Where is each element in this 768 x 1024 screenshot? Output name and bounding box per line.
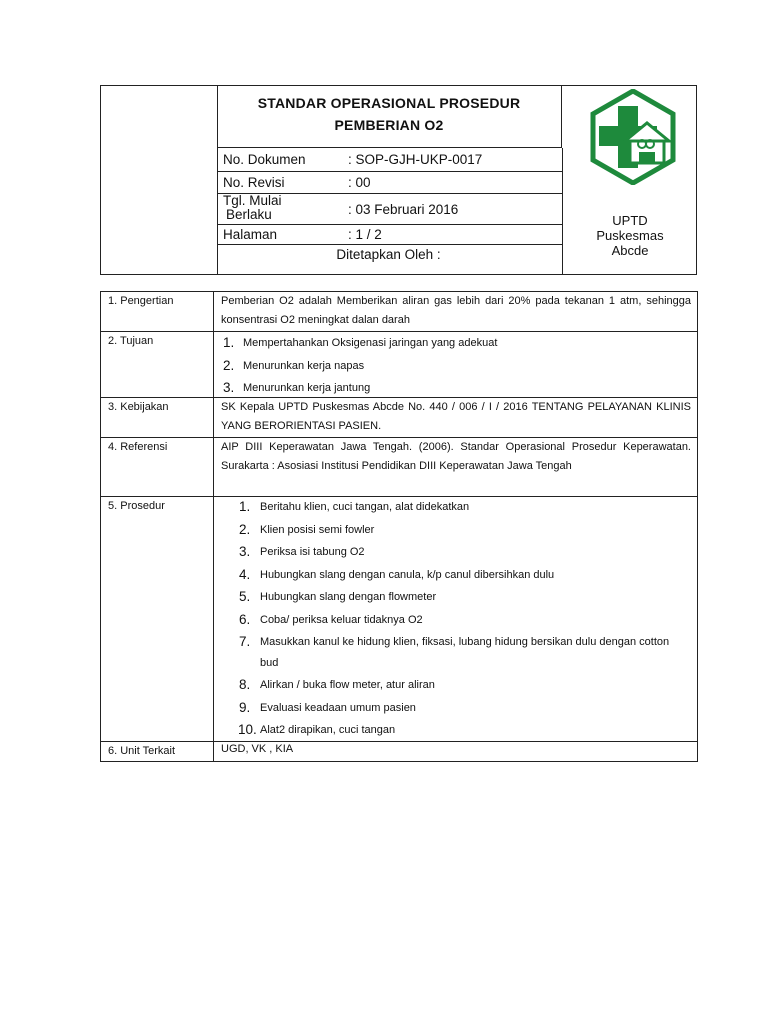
list-item xyxy=(214,610,677,631)
tujuan-row xyxy=(101,332,697,398)
ditetapkan-row xyxy=(217,245,563,274)
list-number: 2. xyxy=(223,357,235,373)
title-line-2: PEMBERIAN O2 xyxy=(334,117,444,133)
sop-content-table xyxy=(100,291,698,762)
kebijakan-label: 3. Kebijakan xyxy=(101,398,214,437)
list-item xyxy=(214,355,691,378)
list-text: Periksa isi tabung O2 xyxy=(260,546,365,558)
tgl-label-line-1: Tgl. Mulai xyxy=(223,193,282,208)
list-number: 1. xyxy=(239,499,251,514)
no-dokumen-value: : SOP-GJH-UKP-0017 xyxy=(348,152,483,167)
list-item xyxy=(214,377,691,400)
referensi-row xyxy=(101,438,697,497)
list-item xyxy=(214,675,677,696)
pengertian-row xyxy=(101,292,697,332)
tgl-berlaku-label xyxy=(223,194,282,222)
halaman-value: : 1 / 2 xyxy=(348,227,382,242)
list-text: Mempertahankan Oksigenasi jaringan yang adekuat xyxy=(243,337,498,349)
pengertian-label: 1. Pengertian xyxy=(101,292,214,331)
tgl-label-line-2: Berlaku xyxy=(226,207,272,222)
org-line-1: UPTD xyxy=(612,213,648,228)
organization-name xyxy=(563,213,697,258)
list-number: 10. xyxy=(238,722,257,737)
list-text: Menurunkan kerja jantung xyxy=(243,382,371,394)
list-text: Alat2 dirapikan, cuci tangan xyxy=(260,724,396,736)
tgl-berlaku-value: : 03 Februari 2016 xyxy=(348,202,459,217)
no-revisi-label: No. Revisi xyxy=(223,175,285,190)
no-dokumen-row xyxy=(217,148,563,172)
list-number: 3. xyxy=(223,380,235,395)
logo-cell xyxy=(563,86,697,274)
org-line-3: Abcde xyxy=(611,243,649,258)
list-text: Hubungkan slang dengan flowmeter xyxy=(260,591,437,603)
list-number: 3. xyxy=(239,544,251,559)
halaman-label: Halaman xyxy=(223,227,278,242)
list-text: Klien posisi semi fowler xyxy=(260,523,375,536)
prosedur-row xyxy=(101,497,697,742)
list-text: Coba/ periksa keluar tidaknya O2 xyxy=(260,613,423,626)
org-line-2: Puskesmas xyxy=(596,228,664,243)
document-title xyxy=(217,86,562,148)
referensi-text: AIP DIII Keperawatan Jawa Tengah. (2006). Standar Operasional Prosedur Keperawatan. Surakarta : Asosiasi Institusi Pendidikan DIII Keperawatan Jawa Tengah xyxy=(221,441,691,472)
referensi-label: 4. Referensi xyxy=(101,438,214,496)
no-revisi-value: : 00 xyxy=(348,175,371,190)
kebijakan-text: SK Kepala UPTD Puskesmas Abcde No. 440 / 006 / I / 2016 TENTANG PELAYANAN KLINIS YANG BERORIENTASI PASIEN. xyxy=(221,401,691,432)
puskesmas-logo-icon xyxy=(585,89,681,185)
list-number: 8. xyxy=(239,677,251,692)
tgl-berlaku-row xyxy=(217,194,563,225)
halaman-row xyxy=(217,225,563,245)
unit-terkait-text: UGD, VK , KIA xyxy=(221,743,294,755)
prosedur-list xyxy=(214,497,677,741)
list-text: Evaluasi keadaan umum pasien xyxy=(260,701,416,714)
list-item xyxy=(214,542,677,563)
unit-terkait-label: 6. Unit Terkait xyxy=(101,742,214,761)
pengertian-text: Pemberian O2 adalah Memberikan aliran gas lebih dari 20% pada tekanan 1 atm, sehingga konsentrasi O2 meningkat dalan darah xyxy=(221,295,691,326)
document-header xyxy=(100,85,697,275)
list-text: Alirkan / buka flow meter, atur aliran xyxy=(260,679,435,691)
no-dokumen-label: No. Dokumen xyxy=(223,152,306,167)
list-number: 2. xyxy=(239,521,251,537)
list-item xyxy=(214,698,677,719)
unit-terkait-row xyxy=(101,742,697,761)
list-item xyxy=(214,520,677,541)
list-number: 7. xyxy=(239,634,251,649)
list-item xyxy=(214,720,677,741)
list-number: 9. xyxy=(239,699,251,715)
list-item xyxy=(214,497,677,518)
tujuan-list-cell xyxy=(214,332,697,400)
prosedur-label: 5. Prosedur xyxy=(101,497,214,741)
list-number: 6. xyxy=(239,611,251,627)
header-blank-cell xyxy=(101,86,218,274)
no-revisi-row xyxy=(217,172,563,194)
list-item xyxy=(214,587,677,608)
ditetapkan-label: Ditetapkan Oleh : xyxy=(336,247,441,262)
list-text: Menurunkan kerja napas xyxy=(243,359,365,372)
list-text: Hubungkan slang dengan canula, k/p canul dibersihkan dulu xyxy=(260,568,555,581)
prosedur-list-cell xyxy=(214,497,697,741)
list-text: Masukkan kanul ke hidung klien, fiksasi, lubang hidung bersikan dulu dengan cotton bud xyxy=(260,636,670,669)
list-number: 5. xyxy=(239,589,251,604)
tujuan-list xyxy=(214,332,691,400)
list-number: 1. xyxy=(223,335,235,350)
list-item xyxy=(214,332,691,355)
list-number: 4. xyxy=(239,566,251,582)
kebijakan-row xyxy=(101,398,697,438)
list-item xyxy=(214,565,677,586)
list-text: Beritahu klien, cuci tangan, alat didekatkan xyxy=(260,501,470,513)
tujuan-label: 2. Tujuan xyxy=(101,332,214,397)
list-item xyxy=(214,632,677,673)
title-line-1: STANDAR OPERASIONAL PROSEDUR xyxy=(257,95,521,111)
